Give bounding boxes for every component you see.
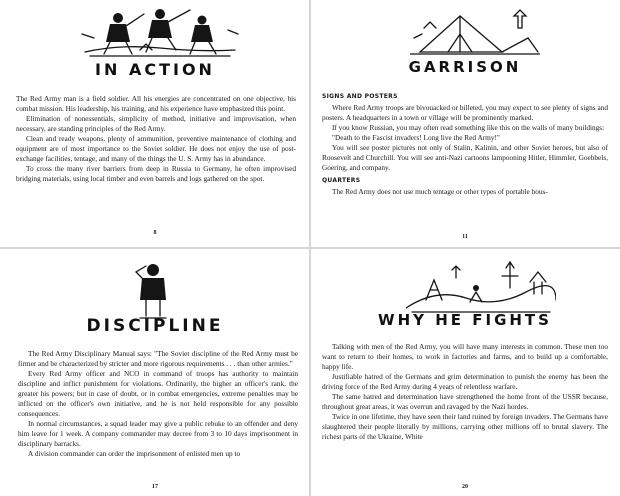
paragraph: Where Red Army troops are bivouacked or billeted, you may expect to see plenty of signs and posters. A headquarters in a town or village will be prominently marked.: [322, 103, 608, 123]
subheading: SIGNS AND POSTERS: [322, 93, 398, 100]
page-in-action: [0, 0, 310, 248]
page-number: 8: [153, 230, 157, 236]
paragraph: The Red Army does not use much tentage or other types of portable hous-: [332, 187, 548, 197]
paragraph: Justifiable hatred of the Germans and grim determination to punish the enemy has been the driving force of the Red Army during 4 years of relentless warfare.: [322, 371, 608, 391]
paragraph: Talking with men of the Red Army, you will have many interests in common. These men too want to return to their homes, to work in factories and farms, and to build up a comfortable, happy life.: [322, 342, 608, 371]
paragraph: If you know Russian, you may often read something like this on the walls of many buildings:: [332, 123, 605, 133]
page-number: 20: [462, 484, 468, 490]
paragraph: The Red Army man is a field soldier. All his energies are concentrated on one objective, his combat mission. His leadership, his training, and his experience have emphasized this point.: [16, 94, 296, 113]
section-heading: WHY HE FIGHTS: [378, 311, 552, 329]
body-text: [16, 94, 296, 184]
tent-camp-illustration: [410, 8, 540, 60]
page-garrison: [310, 0, 620, 248]
paragraph: In normal circumstances, a squad leader may give a public rebuke to an offender and deny him leave for 1 week. A company commander may decree from 3 to 10 days imprisonment in disciplinary barracks.: [18, 418, 298, 448]
body-text: [322, 92, 608, 197]
paragraph: Every Red Army officer and NCO in command of troops has authority to maintain discipline and inflict punishment for violations. Ordinarily, the higher an officer's rank, the greater his powers; but in case of doubt, or in combat emergencies, extreme penalties may be inflicted on the officer's own initiative, and he is not held responsible for any possible consequences.: [18, 368, 298, 418]
subheading: QUARTERS: [322, 177, 361, 185]
saluting-soldier-illustration: [128, 260, 178, 320]
page-number: 17: [152, 484, 158, 490]
paragraph: You will see poster pictures not only of Stalin, Kalinin, and other Soviet heroes, but also of Roosevelt and Churchill. You will see anti-Nazi cartoons lampooning Hitler, Himmler, Goebbels, Goering, and company.: [322, 143, 608, 173]
section-heading: GARRISON: [408, 58, 522, 76]
combat-soldiers-illustration: [80, 4, 240, 62]
body-text: [18, 349, 298, 459]
paragraph: Clean and ready weapons, plenty of ammunition, preventive maintenance of clothing and equipment are of most importance to the Soviet soldier. He does not enjoy the use of post-exchange facilities, tentage, and many of the things the U. S. Army has in abundance.: [16, 133, 296, 163]
section-heading: DISCIPLINE: [86, 316, 224, 336]
battlefield-landscape-illustration: [406, 258, 556, 316]
paragraph: Twice in one lifetime, they have seen their land ruined by foreign invaders. The Germans have slaughtered their people literally by millions, carrying other millions off to brutal slavery. The richest parts of the Ukraine, White: [322, 411, 608, 441]
paragraph: The same hatred and determination have strengthened the home front of the USSR because, throughout great areas, it was overrun and ravaged by the Nazi hordes.: [322, 391, 608, 411]
page-divider-horizontal: [0, 247, 620, 249]
paragraph: To cross the many river barriers from deep in Russia to Germany, he often improvised bridging materials, using local timber and even barrels and logs gathered on the spot.: [16, 163, 296, 183]
page-why-he-fights: [310, 248, 620, 496]
paragraph: "Death to the Fascist invaders! Long live the Red Army!": [332, 133, 500, 143]
paragraph: Elimination of nonessentials, simplicity of method, initiative and improvisation, when necessary, are standing principles of the Red Army.: [16, 113, 296, 133]
paragraph: A division commander can order the imprisonment of enlisted men up to: [28, 448, 241, 458]
page-discipline: [0, 248, 310, 496]
section-heading: IN ACTION: [95, 60, 215, 79]
paragraph: The Red Army Disciplinary Manual says: "The Soviet discipline of the Red Army must be firmer and be characterized by stricter and more rigorous requirements . . . than other armies.": [18, 349, 298, 368]
body-text: [322, 342, 608, 442]
page-number: 11: [462, 234, 468, 240]
